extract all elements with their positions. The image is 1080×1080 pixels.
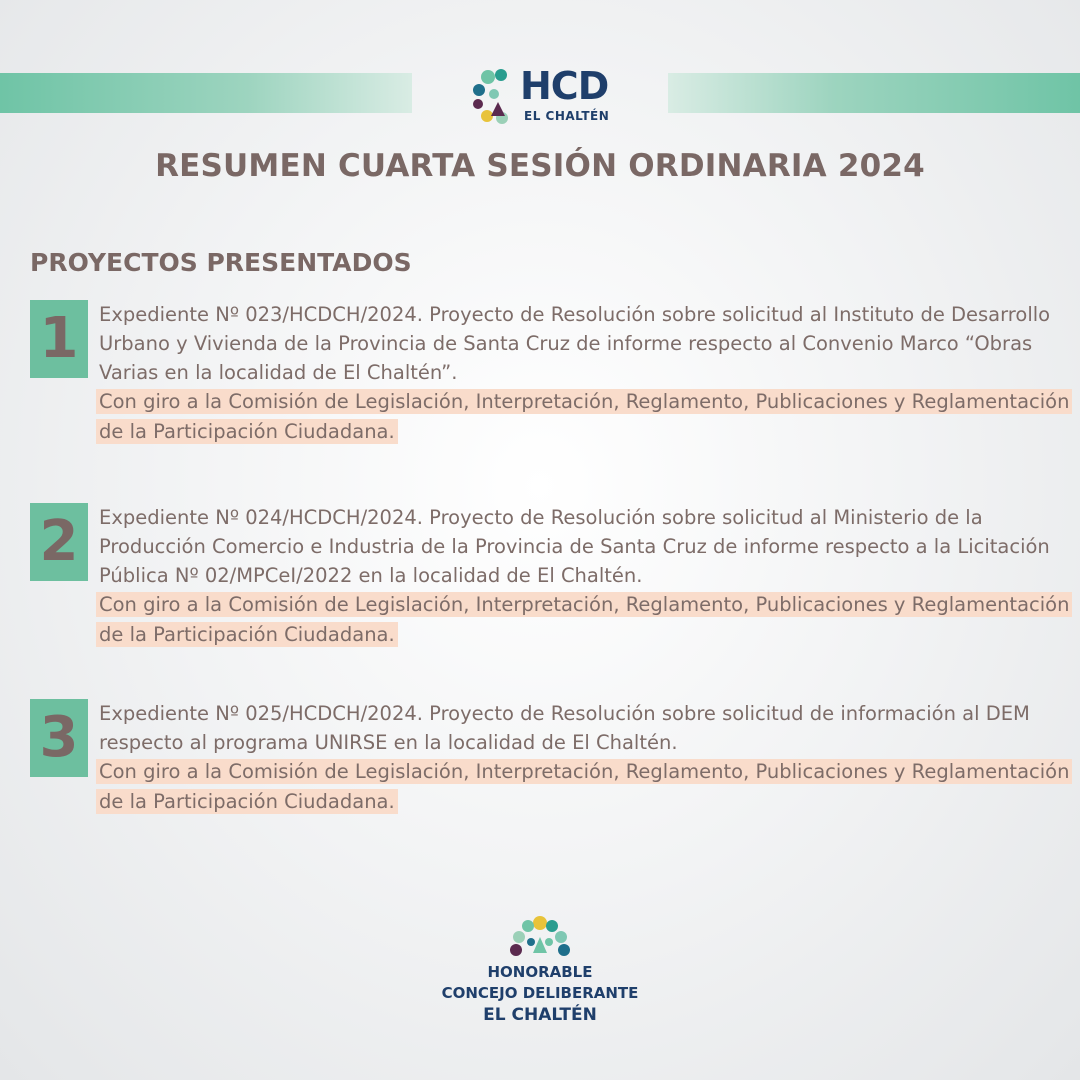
project-description: Expediente Nº 023/HCDCH/2024. Proyecto de Resolución sobre solicitud al Instituto de Desarrollo Urbano y Vivienda de la Provincia de Santa Cruz de informe respecto al Convenio Marco “Obras Varias en la localidad de El Chaltén”. bbox=[99, 303, 1051, 384]
project-giro: Con giro a la Comisión de Legislación, Interpretación, Reglamento, Publicaciones y Reglamentación de la Participación Ciudadana. bbox=[96, 592, 1072, 647]
project-giro: Con giro a la Comisión de Legislación, Interpretación, Reglamento, Publicaciones y Reglamentación de la Participación Ciudadana. bbox=[96, 389, 1072, 444]
project-number: 1 bbox=[30, 300, 88, 378]
footer-line-1: HONORABLE bbox=[487, 963, 593, 981]
logo-text: HCD bbox=[520, 64, 609, 108]
decorative-band-right bbox=[668, 73, 1080, 113]
footer-line-2: CONCEJO DELIBERANTE bbox=[441, 984, 639, 1002]
project-text bbox=[99, 300, 1074, 447]
project-text bbox=[99, 699, 1074, 817]
page-title: RESUMEN CUARTA SESIÓN ORDINARIA 2024 bbox=[155, 148, 925, 184]
project-description: Expediente Nº 025/HCDCH/2024. Proyecto de Resolución sobre solicitud de información al DEM respecto al programa UNIRSE en la localidad de El Chaltén. bbox=[99, 702, 1030, 754]
footer-line-3: EL CHALTÉN bbox=[483, 1005, 597, 1025]
project-number: 3 bbox=[30, 699, 88, 777]
project-number: 2 bbox=[30, 503, 88, 581]
hcd-logo bbox=[472, 66, 622, 130]
decorative-band-left bbox=[0, 73, 412, 113]
hcd-emblem-icon bbox=[509, 915, 571, 959]
project-description: Expediente Nº 024/HCDCH/2024. Proyecto de Resolución sobre solicitud al Ministerio de la Producción Comercio e Industria de la Provincia de Santa Cruz de informe respecto a la Licitación Pública Nº 02/MPCeI/2022 en la localidad de El Chaltén. bbox=[99, 506, 1050, 587]
project-text bbox=[99, 503, 1074, 650]
footer-emblem bbox=[0, 915, 1080, 1026]
project-giro: Con giro a la Comisión de Legislación, Interpretación, Reglamento, Publicaciones y Reglamentación de la Participación Ciudadana. bbox=[96, 759, 1072, 814]
logo-subtitle: EL CHALTÉN bbox=[524, 109, 610, 123]
section-heading: PROYECTOS PRESENTADOS bbox=[30, 248, 412, 277]
